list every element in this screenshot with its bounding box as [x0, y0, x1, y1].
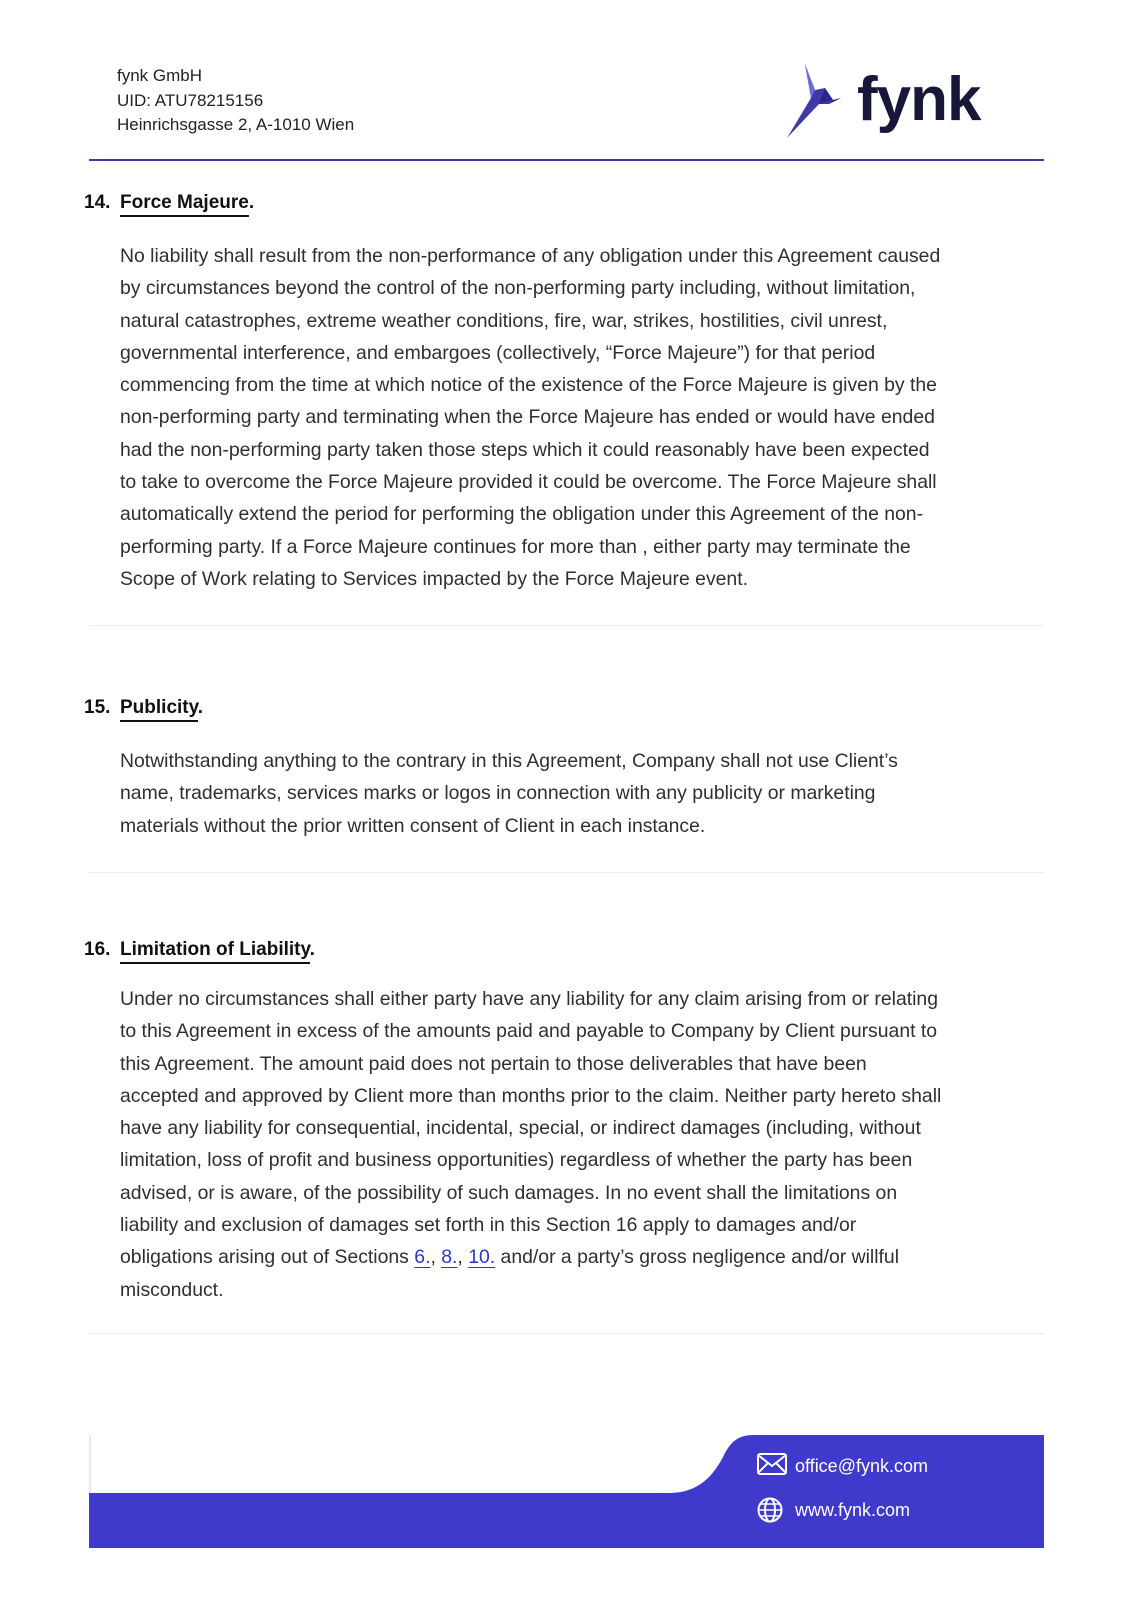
body-text: and/or a party’s gross negligence and/or willful — [495, 1246, 899, 1269]
globe-icon — [757, 1497, 787, 1523]
body-line: have any liability for consequential, incidental, special, or indirect damages (including, without — [120, 1117, 921, 1140]
body-line: performing party. If a Force Majeure continues for more than , either party may terminate the — [120, 535, 911, 558]
body-line: Under no circumstances shall either party have any liability for any claim arising from or relating — [120, 988, 938, 1010]
section-force-majeure — [84, 188, 1044, 595]
section-divider — [89, 625, 1044, 626]
section-heading: 15. Publicity. — [84, 693, 1044, 723]
company-info — [117, 64, 354, 138]
section-publicity — [84, 693, 1044, 842]
section-heading: 16. Limitation of Liability. — [84, 935, 1044, 965]
body-line: to take to overcome the Force Majeure provided it could be overcome. The Force Majeure shall — [120, 471, 937, 494]
section-title: Force Majeure — [120, 192, 249, 217]
body-line: liability and exclusion of damages set forth in this Section 16 apply to damages and/or — [120, 1214, 857, 1237]
company-name: fynk GmbH — [117, 66, 203, 85]
body-line-with-links — [120, 1241, 1050, 1273]
section-10-link[interactable]: 10. — [468, 1246, 496, 1269]
section-body — [120, 745, 1050, 842]
section-title: Publicity — [120, 697, 198, 722]
section-number: 14. — [84, 192, 111, 213]
section-8-link[interactable]: 8. — [441, 1246, 458, 1269]
company-uid: UID: ATU78215156 — [117, 90, 264, 110]
body-line: commencing from the time at which notice of the existence of the Force Majeure is given by the — [120, 374, 937, 397]
body-line: accepted and approved by Client more than months prior to the claim. Neither party hereto shall — [120, 1084, 942, 1107]
body-line: to this Agreement in excess of the amounts paid and payable to Company by Client pursuant to — [120, 1020, 938, 1043]
body-line: materials without the prior written consent of Client in each instance. — [120, 814, 706, 837]
body-line: natural catastrophes, extreme weather conditions, fire, war, strikes, hostilities, civil unrest, — [120, 309, 888, 332]
separator: , — [457, 1246, 469, 1269]
section-body — [120, 240, 1050, 595]
footer-email[interactable] — [757, 1453, 928, 1479]
body-line: had the non-performing party taken those steps which it could reasonably have been expected — [120, 438, 930, 461]
footer-website[interactable] — [757, 1497, 910, 1523]
section-number: 16. — [84, 939, 111, 960]
logo-wordmark: fynk — [857, 65, 981, 134]
section-heading: 14. Force Majeure. — [84, 188, 1044, 218]
email-text: office@fynk.com — [795, 1455, 928, 1476]
body-line: by circumstances beyond the control of the non-performing party including, without limitation, — [120, 277, 916, 300]
website-text: www.fynk.com — [795, 1499, 911, 1520]
section-title: Limitation of Liability — [120, 939, 310, 964]
body-line: No liability shall result from the non-performance of any obligation under this Agreement caused — [120, 245, 941, 267]
body-line: advised, or is aware, of the possibility of such damages. In no event shall the limitations on — [120, 1181, 898, 1204]
section-number: 15. — [84, 697, 111, 718]
fynk-logo — [805, 60, 1005, 146]
section-divider — [89, 872, 1044, 873]
footer-shape — [89, 1435, 1044, 1548]
body-line: automatically extend the period for performing the obligation under this Agreement of the non- — [120, 503, 924, 526]
body-line: misconduct. — [120, 1278, 224, 1301]
body-line: name, trademarks, services marks or logos in connection with any publicity or marketing — [120, 782, 876, 805]
body-line: Scope of Work relating to Services impacted by the Force Majeure event. — [120, 567, 748, 590]
body-line: this Agreement. The amount paid does not pertain to those deliverables that have been — [120, 1052, 867, 1075]
body-text: obligations arising out of Sections — [120, 1246, 415, 1269]
body-line: non-performing party and terminating when the Force Majeure has ended or would have ended — [120, 406, 935, 429]
section-limitation-of-liability — [84, 935, 1044, 1306]
separator: , — [430, 1246, 442, 1269]
mail-icon — [757, 1453, 787, 1479]
section-body — [120, 983, 1050, 1306]
footer-band — [89, 1435, 1044, 1548]
section-6-link[interactable]: 6. — [414, 1246, 431, 1269]
header-divider — [89, 159, 1044, 161]
body-line: Notwithstanding anything to the contrary in this Agreement, Company shall not use Client’s — [120, 750, 898, 772]
bird-logo-icon — [785, 60, 855, 146]
body-line: governmental interference, and embargoes (collectively, “Force Majeure”) for that period — [120, 341, 876, 364]
company-address: Heinrichsgasse 2, A-1010 Wien — [117, 115, 355, 134]
body-line: limitation, loss of profit and business opportunities) regardless of whether the party has been — [120, 1149, 913, 1172]
section-divider — [89, 1333, 1044, 1334]
